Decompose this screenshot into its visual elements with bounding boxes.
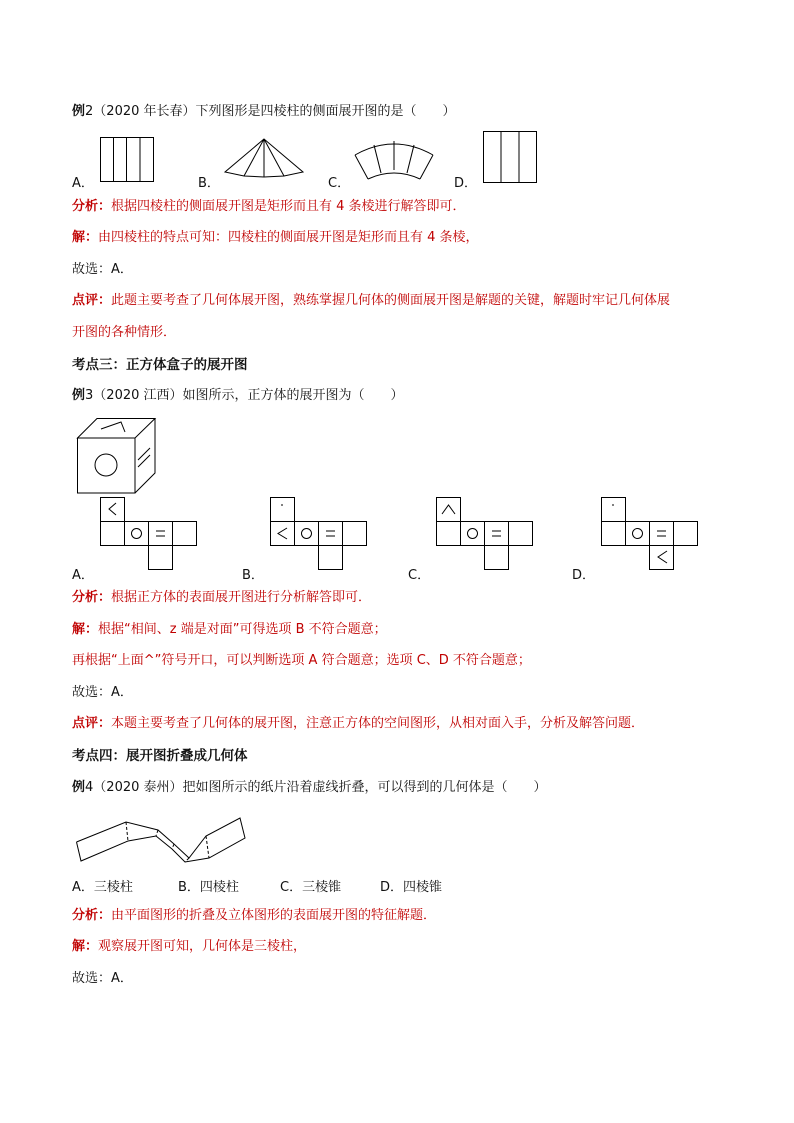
ex3-question (72, 387, 404, 405)
ex3-comment (72, 715, 644, 733)
analysis-text: 根据正方体的表面展开图进行分析解答即可． (111, 590, 372, 605)
ex3-net-a (100, 497, 200, 571)
comment-label: 点评： (72, 293, 112, 308)
ex3-option-a: A． (72, 568, 94, 583)
solution-text: ”符号开口， (154, 653, 227, 668)
analysis-label: 分析： (72, 590, 112, 605)
ex4-option-a: A．三棱柱 (72, 880, 133, 895)
ex2-comment-line2: 开图的各种情形． (72, 325, 177, 340)
ex4-solution (72, 938, 306, 956)
ex2-figure-d (483, 131, 537, 183)
ex2-figure-c (354, 137, 434, 181)
ex2-option-a: A． (72, 176, 94, 191)
ex2-figure-a (100, 137, 154, 182)
ex4-answer: 故选：A． (72, 971, 133, 986)
example-number: 2 (85, 104, 94, 119)
ex2-solution (72, 229, 479, 247)
ex3-solution-line2 (72, 652, 531, 670)
ex4-question (72, 779, 547, 797)
question-text: 下列图形是四棱柱的侧面展开图的是（ ） (195, 104, 456, 119)
caret-symbol: ^ (143, 653, 155, 668)
ex2-option-d: D． (454, 176, 478, 191)
ex3-net-c (436, 497, 536, 571)
ex3-option-d: D． (572, 568, 596, 583)
solution-text: 根据“相间、z 端是对面”可得选项 B 不符合题意； (98, 622, 387, 637)
ex3-option-c: C． (408, 568, 431, 583)
solution-label: 解： (72, 230, 99, 245)
source: （2020 年长春） (93, 104, 196, 119)
ex4-analysis (72, 907, 436, 925)
ex4-net-figure (76, 812, 246, 864)
ex3-answer: 故选：A． (72, 685, 133, 700)
ex4-option-b: B．四棱柱 (178, 880, 239, 895)
question-text: 如图所示，正方体的展开图为（ ） (182, 388, 404, 403)
question-text: 把如图所示的纸片沿着虚线折叠，可以得到的几何体是（ ） (182, 780, 547, 795)
comment-text: 本题主要考查了几何体的展开图，注意正方体的空间图形，从相对面入手，分析及解答问题． (111, 716, 645, 731)
solution-label: 解： (72, 939, 99, 954)
comment-text: 此题主要考查了几何体展开图，熟练掌握几何体的侧面展开图是解题的关键，解题时牢记几何体展 (111, 293, 671, 308)
ex2-analysis (72, 198, 466, 216)
ex2-answer: 故选：A． (72, 262, 133, 277)
ex4-option-c: C．三棱锥 (280, 880, 342, 895)
ex2-option-c: C． (328, 176, 351, 191)
comment-label: 点评： (72, 716, 112, 731)
example-label: 例 (72, 104, 86, 119)
ex3-net-b (270, 497, 370, 571)
solution-label: 解： (72, 622, 99, 637)
analysis-label: 分析： (72, 908, 112, 923)
section4-title: 考点四：展开图折叠成几何体 (72, 748, 248, 764)
ex4-option-d: D．四棱锥 (380, 880, 443, 895)
ex3-net-d (601, 497, 701, 571)
analysis-label: 分析： (72, 199, 112, 214)
solution-text: 可以判断选项 A 符合题意；选项 C、D 不符合题意； (226, 653, 531, 668)
solution-text: 由四棱柱的特点可知：四棱柱的侧面展开图是矩形而且有 4 条棱， (98, 230, 479, 245)
ex2-option-b: B． (198, 176, 220, 191)
ex3-analysis (72, 589, 371, 607)
ex2-comment (72, 292, 670, 310)
ex2-figure-b (224, 138, 304, 178)
source: （2020 泰州） (93, 780, 183, 795)
solution-text: 观察展开图可知，几何体是三棱柱， (98, 939, 307, 954)
solution-text: 再根据“上面 (72, 653, 144, 668)
source: （2020 江西） (93, 388, 183, 403)
example-number: 3 (85, 388, 94, 403)
analysis-text: 由平面图形的折叠及立体图形的表面展开图的特征解题． (111, 908, 437, 923)
example-number: 4 (85, 780, 94, 795)
ex3-cube-figure (77, 418, 157, 494)
ex2-question (72, 103, 456, 121)
example-label: 例 (72, 780, 86, 795)
ex3-solution (72, 621, 387, 639)
analysis-text: 根据四棱柱的侧面展开图是矩形而且有 4 条棱进行解答即可． (111, 199, 466, 214)
example-label: 例 (72, 388, 86, 403)
ex3-option-b: B． (242, 568, 264, 583)
section3-title: 考点三：正方体盒子的展开图 (72, 357, 248, 373)
